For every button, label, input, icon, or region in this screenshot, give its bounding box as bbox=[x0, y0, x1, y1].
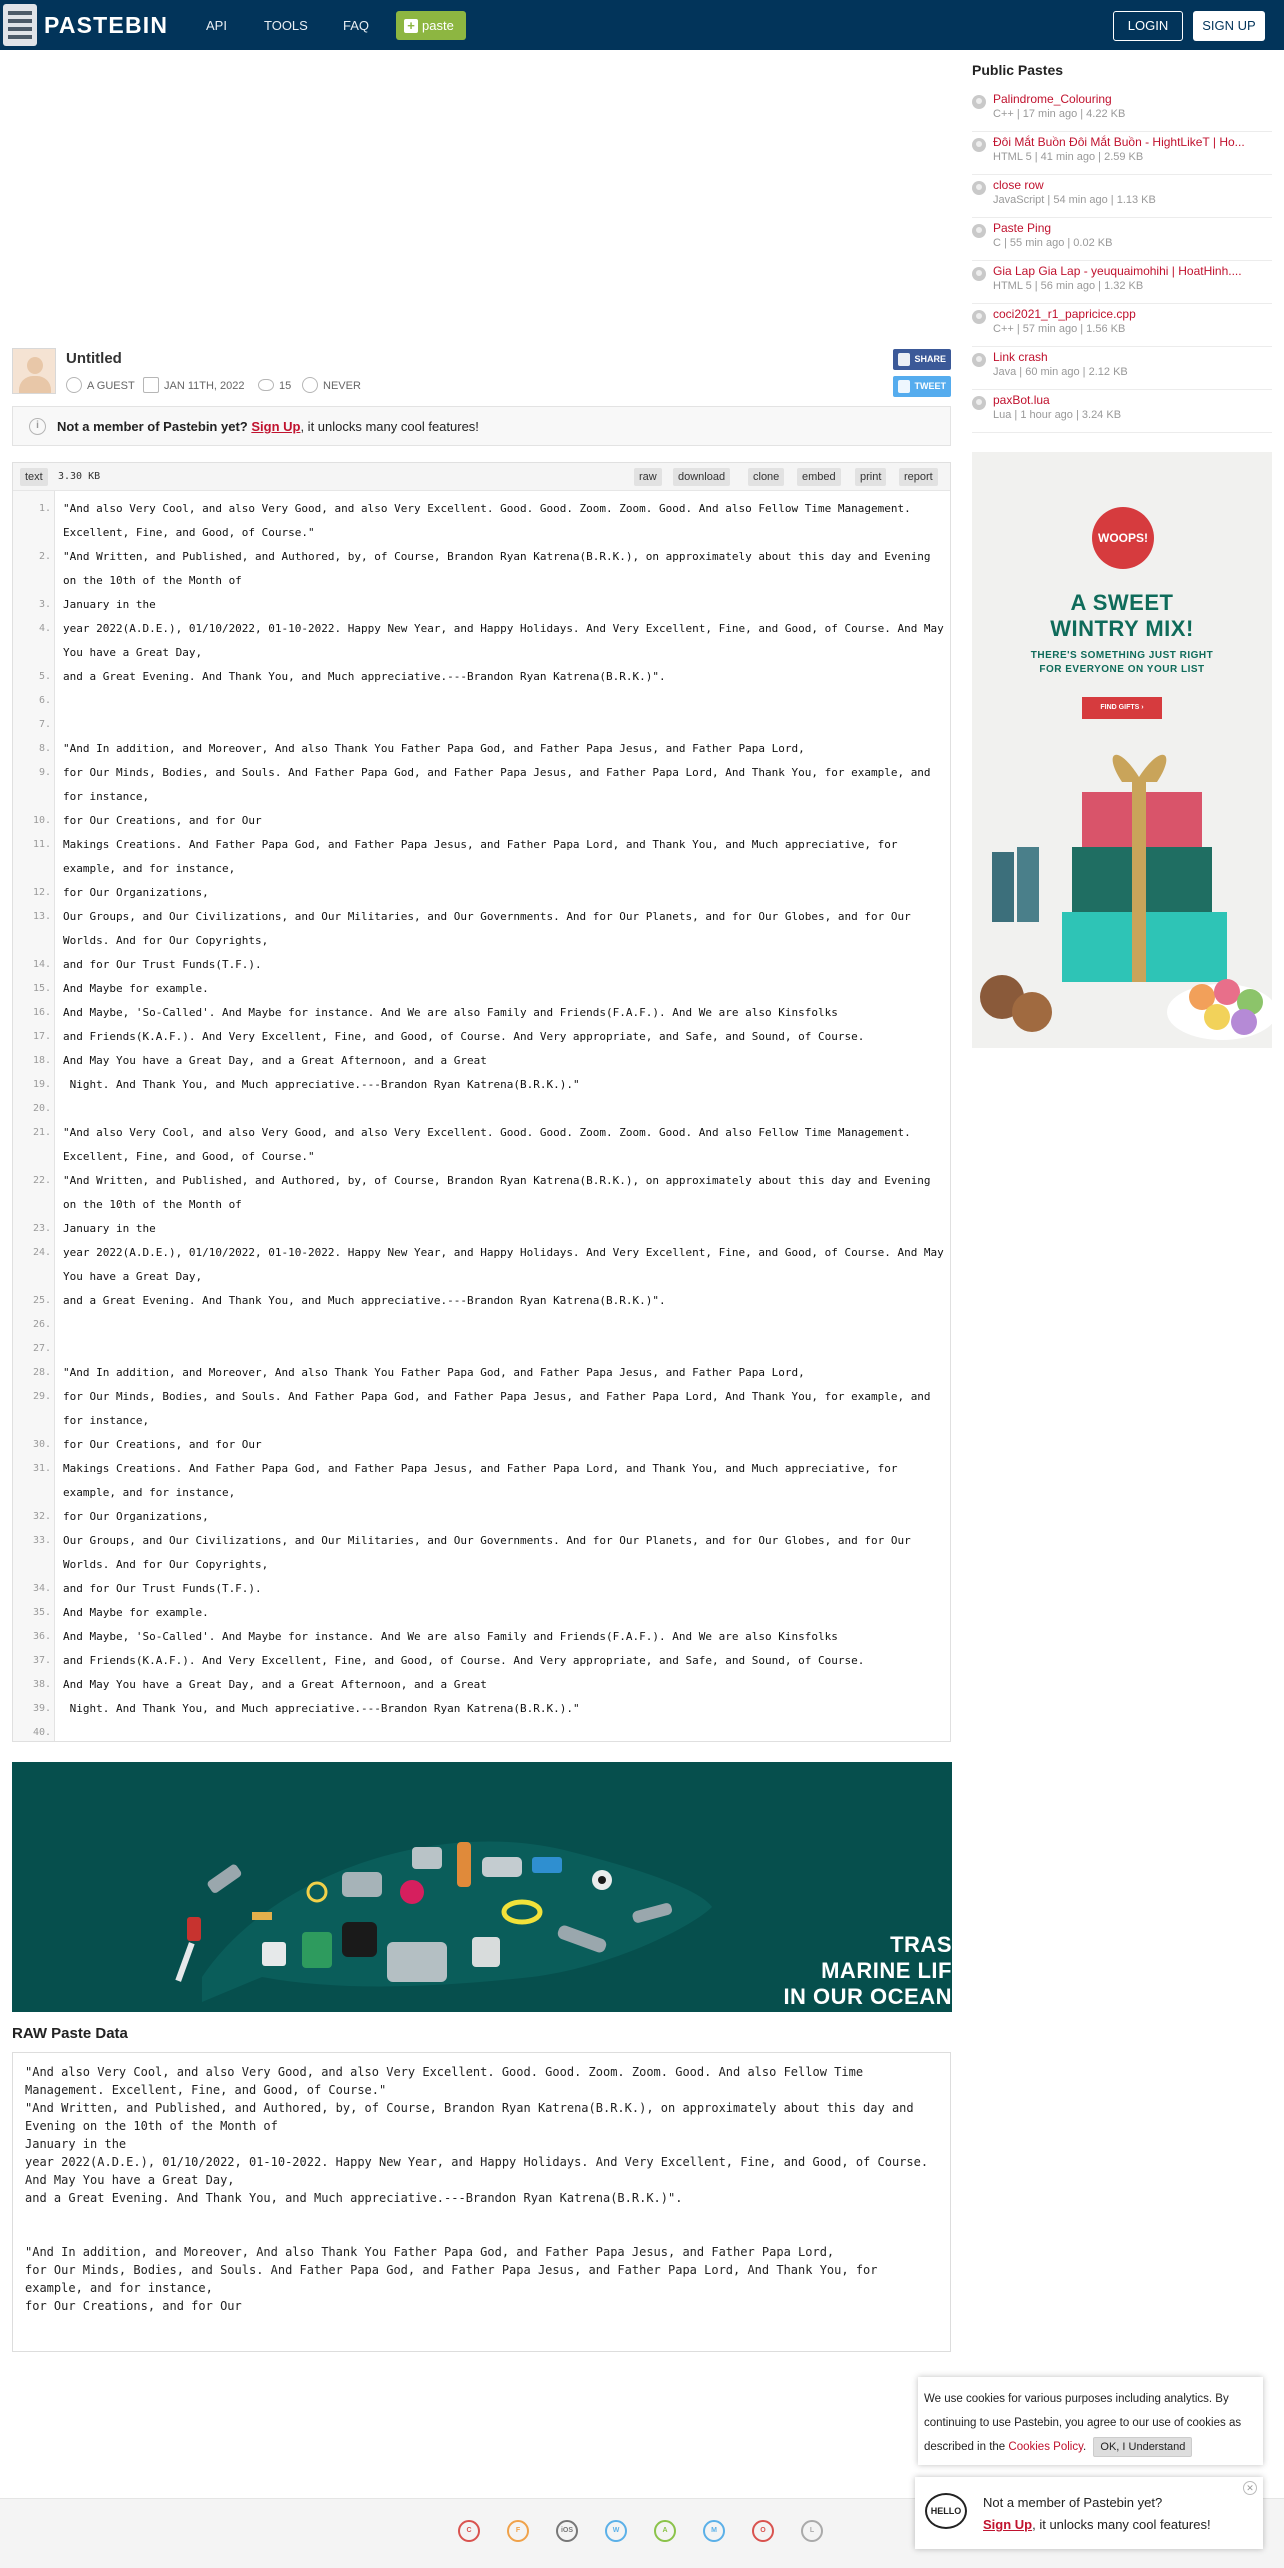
code-line bbox=[13, 1169, 950, 1217]
code-line bbox=[13, 1529, 950, 1577]
paste-date: JAN 11TH, 2022 bbox=[164, 380, 245, 392]
gift-boxes-illustration bbox=[972, 452, 1272, 1048]
line-text: "And Written, and Published, and Authored, by, of Course, Brandon Ryan Katrena(B.R.K.), on approximately about this day and Evening on the 10th of the Month of bbox=[63, 550, 938, 587]
public-pastes-title: Public Pastes bbox=[972, 62, 1064, 78]
paste-icon bbox=[972, 353, 986, 367]
chrome-app-icon[interactable]: C bbox=[458, 2520, 480, 2542]
line-number: 4. bbox=[38, 623, 51, 634]
line-number: 21. bbox=[32, 1127, 51, 1138]
tweet-label: TWEET bbox=[914, 381, 946, 391]
code-line bbox=[13, 713, 950, 737]
line-number: 24. bbox=[32, 1247, 51, 1258]
line-text: And Maybe for example. bbox=[63, 982, 209, 995]
line-number: 12. bbox=[32, 887, 51, 898]
code-line bbox=[13, 1361, 950, 1385]
line-number: 16. bbox=[32, 1007, 51, 1018]
nav-faq[interactable]: FAQ bbox=[343, 18, 370, 33]
paste-code-box bbox=[12, 462, 951, 1742]
find-gifts-button[interactable]: FIND GIFTS › bbox=[1082, 697, 1162, 719]
line-number: 27. bbox=[32, 1343, 51, 1354]
code-line bbox=[13, 1577, 950, 1601]
code-line bbox=[13, 1601, 950, 1625]
line-number: 26. bbox=[32, 1319, 51, 1330]
line-number: 38. bbox=[32, 1679, 51, 1690]
paste-size: 3.30 KB bbox=[58, 471, 101, 482]
guest-avatar bbox=[12, 348, 56, 394]
line-number: 40. bbox=[32, 1727, 51, 1738]
line-text: And May You have a Great Day, and a Great Afternoon, and a Great bbox=[63, 1678, 487, 1691]
public-paste-item[interactable] bbox=[972, 135, 1272, 175]
code-line bbox=[13, 737, 950, 761]
paste-label: paste bbox=[422, 18, 454, 33]
line-text: for Our Organizations, bbox=[63, 886, 209, 899]
code-line bbox=[13, 1385, 950, 1433]
raw-paste-text: "And also Very Cool, and also Very Good, and also Very Excellent. Good. Good. Zoom. Zoom. Good. And also Fellow Time Management. Excellent, Fine, and Good, of Course." "And Written, and Published, and Authored, by, of Course, Brandon Ryan Katrena(B.R.K.), on approximately about this day and Evening on the 10th of the Month of January in the year 2022(A.D.E.), 01/10/2022, 01-10-2022. Happy New Year, and Happy Holidays. And Very Excellent, Fine, and Good, of Course. And May You have a Great Day, and a Great Evening. And Thank You, and Much appreciative.---Brandon Ryan Katrena(B.R.K.)". "And In addition, and Moreover, And also Thank You Father Papa God, and Father Papa Jesus, and Father Papa Lord, for Our Minds, Bodies, and Souls. And Father Papa God, and Father Papa Jesus, and Father Papa Lord, And Thank You, for example, and for instance, for Our Creations, and for Our bbox=[25, 2065, 929, 2313]
twitter-tweet-button[interactable] bbox=[893, 376, 951, 397]
line-number: 14. bbox=[32, 959, 51, 970]
raw-paste-title: RAW Paste Data bbox=[12, 2025, 128, 2042]
line-text: and a Great Evening. And Thank You, and Much appreciative.---Brandon Ryan Katrena(B.R.K.)". bbox=[63, 670, 666, 683]
code-line bbox=[13, 1121, 950, 1169]
report-button[interactable]: report bbox=[899, 468, 938, 486]
code-line bbox=[13, 881, 950, 905]
popup-rest: , it unlocks many cool features! bbox=[1032, 2517, 1211, 2532]
line-number: 34. bbox=[32, 1583, 51, 1594]
windows-app-icon[interactable]: W bbox=[605, 2520, 627, 2542]
code-line bbox=[13, 809, 950, 833]
code-line bbox=[13, 905, 950, 953]
line-number: 28. bbox=[32, 1367, 51, 1378]
code-line bbox=[13, 1625, 950, 1649]
line-number: 20. bbox=[32, 1103, 51, 1114]
public-paste-name[interactable]: close row bbox=[993, 178, 1044, 192]
code-line bbox=[13, 1721, 950, 1745]
line-text: and Friends(K.A.F.). And Very Excellent, Fine, and Good, of Course. And Very appropriate, and Safe, and Sound, of Course. bbox=[63, 1030, 865, 1043]
nav-api[interactable]: API bbox=[206, 18, 227, 33]
public-paste-item[interactable] bbox=[972, 393, 1272, 433]
public-paste-item[interactable] bbox=[972, 350, 1272, 390]
download-button[interactable]: download bbox=[673, 468, 730, 486]
line-number: 9. bbox=[38, 767, 51, 778]
public-paste-name[interactable]: Đôi Mắt Buồn Đôi Mắt Buồn - HightLikeT | Ho... bbox=[993, 135, 1245, 149]
hello-bubble-icon: HELLO bbox=[925, 2493, 967, 2529]
info-icon: i bbox=[29, 418, 46, 435]
eye-icon bbox=[258, 379, 274, 391]
line-text: And Maybe, 'So-Called'. And Maybe for instance. And We are also Family and Friends(F.A.F.). And We are also Kinsfolks bbox=[63, 1630, 838, 1643]
embed-button[interactable]: embed bbox=[797, 468, 841, 486]
public-paste-name[interactable]: Paste Ping bbox=[993, 221, 1052, 235]
macos-app-icon[interactable]: M bbox=[703, 2520, 725, 2542]
code-line bbox=[13, 1649, 950, 1673]
line-text: and a Great Evening. And Thank You, and Much appreciative.---Brandon Ryan Katrena(B.R.K.)". bbox=[63, 1294, 666, 1307]
signup-popup bbox=[915, 2477, 1263, 2549]
line-text: "And also Very Cool, and also Very Good, and also Very Excellent. Good. Good. Zoom. Zoom. Good. And also Fellow Time Management. Excellent, Fine, and Good, of Course." bbox=[63, 502, 918, 539]
share-label: SHARE bbox=[914, 354, 946, 364]
code-line bbox=[13, 1697, 950, 1721]
line-number: 5. bbox=[38, 671, 51, 682]
code-line bbox=[13, 1289, 950, 1313]
line-text: Night. And Thank You, and Much appreciative.---Brandon Ryan Katrena(B.R.K.)." bbox=[63, 1702, 580, 1715]
twitter-icon bbox=[898, 380, 910, 393]
public-paste-item[interactable] bbox=[972, 92, 1272, 132]
cookies-policy-link[interactable]: Cookies Policy bbox=[1008, 2441, 1083, 2453]
public-paste-name[interactable]: Palindrome_Colouring bbox=[993, 92, 1112, 106]
line-text: Our Groups, and Our Civilizations, and Our Militaries, and Our Governments. And for Our Planets, and for Our Globes, and for Our Worlds. And for Our Copyrights, bbox=[63, 910, 918, 947]
pastebin-logo-icon[interactable] bbox=[3, 4, 37, 46]
ad-headline-1: A SWEET bbox=[1070, 590, 1174, 615]
line-number: 37. bbox=[32, 1655, 51, 1666]
notice-signup-link[interactable]: Sign Up bbox=[251, 419, 301, 434]
plus-icon: + bbox=[404, 19, 418, 33]
line-text: for Our Creations, and for Our bbox=[63, 814, 262, 827]
cookie-consent bbox=[918, 2377, 1263, 2465]
public-paste-name[interactable]: paxBot.lua bbox=[993, 393, 1050, 407]
line-text: and for Our Trust Funds(T.F.). bbox=[63, 958, 262, 971]
line-text: for Our Creations, and for Our bbox=[63, 1438, 262, 1451]
code-line bbox=[13, 833, 950, 881]
signup-button[interactable]: SIGN UP bbox=[1193, 11, 1265, 41]
user-icon bbox=[66, 377, 82, 393]
cookie-after: . bbox=[1082, 2441, 1087, 2453]
marine-litter-banner-ad[interactable] bbox=[12, 1762, 952, 2012]
sidebar-ad[interactable] bbox=[972, 452, 1272, 1048]
line-text: for Our Minds, Bodies, and Souls. And Father Papa God, and Father Papa Jesus, and Father Papa Lord, And Thank You, for example, and for instance, bbox=[63, 1390, 938, 1427]
code-line bbox=[13, 617, 950, 665]
code-line bbox=[13, 1001, 950, 1025]
line-number: 11. bbox=[32, 839, 51, 850]
ad-headline-2: WINTRY MIX! bbox=[1050, 616, 1194, 641]
public-paste-meta: JavaScript | 54 min ago | 1.13 KB bbox=[993, 194, 1156, 206]
facebook-share-button[interactable] bbox=[893, 349, 951, 370]
code-line bbox=[13, 761, 950, 809]
code-line bbox=[13, 1097, 950, 1121]
line-text: And Maybe, 'So-Called'. And Maybe for instance. And We are also Family and Friends(F.A.F.). And We are also Kinsfolks bbox=[63, 1006, 838, 1019]
public-paste-meta: Lua | 1 hour ago | 3.24 KB bbox=[993, 409, 1122, 421]
raw-button[interactable]: raw bbox=[634, 468, 662, 486]
code-line bbox=[13, 689, 950, 713]
paste-icon bbox=[972, 310, 986, 324]
public-paste-meta: HTML 5 | 41 min ago | 2.59 KB bbox=[993, 151, 1144, 163]
opera-app-icon[interactable]: O bbox=[752, 2520, 774, 2542]
calendar-icon bbox=[143, 377, 159, 393]
cookie-text: We use cookies for various purposes including analytics. By continuing to use Pastebin, you agree to our use of cookies as described in the bbox=[924, 2393, 1242, 2453]
fish-litter-illustration bbox=[12, 1762, 952, 2012]
line-text: year 2022(A.D.E.), 01/10/2022, 01-10-2022. Happy New Year, and Happy Holidays. And Very Excellent, Fine, and Good, of Course. And May You have a Great Day, bbox=[63, 622, 951, 659]
ad-sub-1: THERE'S SOMETHING JUST RIGHT bbox=[1030, 650, 1214, 661]
line-number: 18. bbox=[32, 1055, 51, 1066]
public-paste-meta: C++ | 57 min ago | 1.56 KB bbox=[993, 323, 1126, 335]
line-number: 1. bbox=[38, 503, 51, 514]
popup-question: Not a member of Pastebin yet? bbox=[983, 2495, 1163, 2510]
paste-views: 15 bbox=[279, 380, 292, 392]
line-number: 7. bbox=[38, 719, 51, 730]
code-line bbox=[13, 593, 950, 617]
cookie-ok-button[interactable]: OK, I Understand bbox=[1093, 2437, 1192, 2457]
firefox-app-icon[interactable]: F bbox=[507, 2520, 529, 2542]
paste-icon bbox=[972, 181, 986, 195]
code-line bbox=[13, 1505, 950, 1529]
line-number: 10. bbox=[32, 815, 51, 826]
line-text: January in the bbox=[63, 1222, 156, 1235]
line-text: year 2022(A.D.E.), 01/10/2022, 01-10-2022. Happy New Year, and Happy Holidays. And Very Excellent, Fine, and Good, of Course. And May You have a Great Day, bbox=[63, 1246, 951, 1283]
woops-logo: WOOPS! bbox=[1092, 507, 1154, 569]
line-number: 36. bbox=[32, 1631, 51, 1642]
line-number: 39. bbox=[32, 1703, 51, 1714]
line-text: January in the bbox=[63, 598, 156, 611]
line-number: 19. bbox=[32, 1079, 51, 1090]
line-number: 31. bbox=[32, 1463, 51, 1474]
line-number: 3. bbox=[38, 599, 51, 610]
syntax-tag[interactable]: text bbox=[20, 468, 48, 486]
code-line bbox=[13, 1217, 950, 1241]
notice-rest: , it unlocks many cool features! bbox=[300, 419, 479, 434]
line-text: Makings Creations. And Father Papa God, and Father Papa Jesus, and Father Papa Lord, and Thank You, and Much appreciative, for example, and for instance, bbox=[63, 1462, 905, 1499]
line-text: Our Groups, and Our Civilizations, and Our Militaries, and Our Governments. And for Our Planets, and for Our Globes, and for Our Worlds. And for Our Copyrights, bbox=[63, 1534, 918, 1571]
line-number: 6. bbox=[38, 695, 51, 706]
paste-title: Untitled bbox=[66, 350, 122, 367]
new-paste-button[interactable] bbox=[396, 11, 466, 40]
public-paste-item[interactable] bbox=[972, 264, 1272, 304]
banner-line-2: MARINE LIF bbox=[821, 1958, 952, 1983]
paste-author[interactable]: A GUEST bbox=[87, 380, 135, 392]
code-line bbox=[13, 1433, 950, 1457]
top-header bbox=[0, 0, 1284, 50]
line-text: for Our Minds, Bodies, and Souls. And Father Papa God, and Father Papa Jesus, and Father Papa Lord, And Thank You, for example, and for instance, bbox=[63, 766, 938, 803]
line-text: and for Our Trust Funds(T.F.). bbox=[63, 1582, 262, 1595]
public-paste-item[interactable] bbox=[972, 178, 1272, 218]
notice-lead: Not a member of Pastebin yet? bbox=[57, 419, 248, 434]
line-text: "And In addition, and Moreover, And also Thank You Father Papa God, and Father Papa Jesus, and Father Papa Lord, bbox=[63, 1366, 805, 1379]
banner-line-3: IN OUR OCEAN bbox=[783, 1984, 952, 2009]
paste-icon bbox=[972, 95, 986, 109]
line-number: 8. bbox=[38, 743, 51, 754]
line-number: 2. bbox=[38, 551, 51, 562]
code-line bbox=[13, 1337, 950, 1361]
banner-line-1: TRAS bbox=[890, 1932, 952, 1957]
signup-notice bbox=[12, 406, 951, 446]
line-number: 32. bbox=[32, 1511, 51, 1522]
public-paste-name[interactable]: coci2021_r1_papricice.cpp bbox=[993, 307, 1136, 321]
line-number: 17. bbox=[32, 1031, 51, 1042]
iOS-app-icon[interactable]: iOS bbox=[556, 2520, 578, 2542]
code-line bbox=[13, 665, 950, 689]
code-line bbox=[13, 953, 950, 977]
paste-expire: NEVER bbox=[323, 380, 361, 392]
public-paste-meta: Java | 60 min ago | 2.12 KB bbox=[993, 366, 1128, 378]
popup-signup-line bbox=[983, 2517, 1211, 2532]
linux-app-icon[interactable]: L bbox=[801, 2520, 823, 2542]
code-toolbar bbox=[13, 463, 950, 491]
android-app-icon[interactable]: A bbox=[654, 2520, 676, 2542]
close-icon[interactable]: ✕ bbox=[1243, 2481, 1257, 2495]
line-text: and Friends(K.A.F.). And Very Excellent, Fine, and Good, of Course. And Very appropriate, and Safe, and Sound, of Course. bbox=[63, 1654, 865, 1667]
facebook-icon bbox=[898, 353, 910, 366]
line-number: 22. bbox=[32, 1175, 51, 1186]
line-text: And Maybe for example. bbox=[63, 1606, 209, 1619]
public-paste-meta: HTML 5 | 56 min ago | 1.32 KB bbox=[993, 280, 1144, 292]
line-text: And May You have a Great Day, and a Great Afternoon, and a Great bbox=[63, 1054, 487, 1067]
line-number: 23. bbox=[32, 1223, 51, 1234]
code-line bbox=[13, 545, 950, 593]
line-number: 15. bbox=[32, 983, 51, 994]
print-button[interactable]: print bbox=[855, 468, 886, 486]
line-text: "And In addition, and Moreover, And also Thank You Father Papa God, and Father Papa Jesus, and Father Papa Lord, bbox=[63, 742, 805, 755]
line-number: 33. bbox=[32, 1535, 51, 1546]
code-line bbox=[13, 1457, 950, 1505]
login-button[interactable]: LOGIN bbox=[1113, 11, 1183, 41]
line-number: 29. bbox=[32, 1391, 51, 1402]
line-number: 13. bbox=[32, 911, 51, 922]
paste-icon bbox=[972, 138, 986, 152]
popup-signup-link[interactable]: Sign Up bbox=[983, 2517, 1033, 2532]
code-line bbox=[13, 1673, 950, 1697]
public-paste-meta: C++ | 17 min ago | 4.22 KB bbox=[993, 108, 1126, 120]
paste-icon bbox=[972, 396, 986, 410]
public-paste-name[interactable]: Gia Lap Gia Lap - yeuquaimohihi | HoatHinh.... bbox=[993, 264, 1242, 278]
notice-message bbox=[57, 419, 479, 434]
paste-icon bbox=[972, 267, 986, 281]
public-paste-name[interactable]: Link crash bbox=[993, 350, 1048, 364]
code-line bbox=[13, 497, 950, 545]
line-text: "And Written, and Published, and Authored, by, of Course, Brandon Ryan Katrena(B.R.K.), on approximately about this day and Evening on the 10th of the Month of bbox=[63, 1174, 938, 1211]
code-line bbox=[13, 977, 950, 1001]
code-line bbox=[13, 1073, 950, 1097]
paste-icon bbox=[972, 224, 986, 238]
logo-text[interactable]: PASTEBIN bbox=[44, 12, 169, 38]
code-line bbox=[13, 1241, 950, 1289]
code-line bbox=[13, 1313, 950, 1337]
ad-sub-2: FOR EVERYONE ON YOUR LIST bbox=[1039, 664, 1205, 675]
clock-icon bbox=[302, 377, 318, 393]
line-number: 30. bbox=[32, 1439, 51, 1450]
code-line bbox=[13, 1049, 950, 1073]
line-number: 35. bbox=[32, 1607, 51, 1618]
public-paste-meta: C | 55 min ago | 0.02 KB bbox=[993, 237, 1113, 249]
nav-tools[interactable]: TOOLS bbox=[264, 18, 308, 33]
public-paste-item[interactable] bbox=[972, 221, 1272, 261]
line-number: 25. bbox=[32, 1295, 51, 1306]
line-text: for Our Organizations, bbox=[63, 1510, 209, 1523]
public-paste-item[interactable] bbox=[972, 307, 1272, 347]
raw-paste-textarea[interactable] bbox=[12, 2052, 951, 2352]
clone-button[interactable]: clone bbox=[748, 468, 784, 486]
line-text: "And also Very Cool, and also Very Good, and also Very Excellent. Good. Good. Zoom. Zoom. Good. And also Fellow Time Management. Excellent, Fine, and Good, of Course." bbox=[63, 1126, 918, 1163]
code-line bbox=[13, 1025, 950, 1049]
line-text: Makings Creations. And Father Papa God, and Father Papa Jesus, and Father Papa Lord, and Thank You, and Much appreciative, for example, and for instance, bbox=[63, 838, 905, 875]
line-text: Night. And Thank You, and Much appreciative.---Brandon Ryan Katrena(B.R.K.)." bbox=[63, 1078, 580, 1091]
